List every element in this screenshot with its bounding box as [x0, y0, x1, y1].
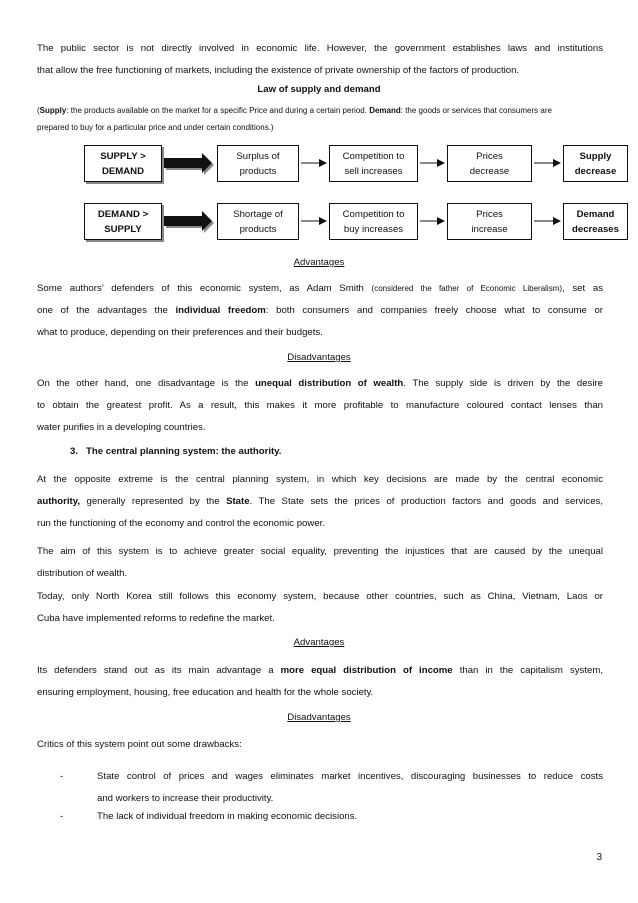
intro-line: The public sector is not directly involved in economic life. However, the government establishes laws and institutions — [37, 43, 603, 54]
paragraph-line: one of the advantages the individual freedom: both consumers and companies freely choose what to consume or — [37, 305, 604, 316]
intro-line: that allow the free functioning of markets, including the existence of private ownership of the factors of production. — [37, 65, 520, 76]
paragraph-line: distribution of wealth. — [37, 568, 128, 579]
paragraph-line: what to produce, depending on their preferences and their budgets. — [37, 327, 323, 338]
definition-line: prepared to buy for a particular price and under certain conditions.) — [37, 123, 274, 132]
definition-line: (Supply: the products available on the market for a specific Price and during a certain period. Demand: the goods or services that consumers are — [37, 106, 552, 115]
paragraph-line: to obtain the greatest profit. As a result, this makes it more profitable to manufacture coloured contact lenses than — [37, 400, 603, 411]
paragraph-line: water purifies in a developing countries. — [37, 422, 206, 433]
section-heading — [70, 446, 281, 457]
prices-decrease-box: Prices decrease — [447, 145, 532, 182]
central-disadvantages-heading: Disadvantages — [287, 712, 351, 723]
paragraph-line: Cuba have implemented reforms to redefine the market. — [37, 613, 275, 624]
paragraph-line: authority, generally represented by the State. The State sets the prices of production factors and goods and services, — [37, 496, 604, 507]
paragraph-line: At the opposite extreme is the central planning system, in which key decisions are made by the central economic — [37, 474, 603, 485]
paragraph-line: ensuring employment, housing, free education and health for the whole society. — [37, 687, 374, 698]
central-advantages-heading: Advantages — [293, 637, 345, 648]
paragraph-line: Today, only North Korea still follows this economy system, because other countries, such as China, Vietnam, Laos or — [37, 591, 603, 602]
demand-gt-supply-box: DEMAND > SUPPLY — [84, 203, 162, 240]
demand-decreases-box: Demand decreases — [563, 203, 628, 240]
thick-arrow-icon — [164, 153, 214, 175]
section-number: 3. — [70, 446, 79, 457]
drawbacks-intro: Critics of this system point out some drawbacks: — [37, 739, 242, 750]
supply-gt-demand-box: SUPPLY > DEMAND — [84, 145, 162, 182]
market-advantages-heading: Advantages — [293, 257, 345, 268]
surplus-box: Surplus of products — [217, 145, 299, 182]
today-paragraph — [37, 586, 603, 630]
aim-paragraph — [37, 541, 603, 585]
paragraph-line: On the other hand, one disadvantage is the unequal distribution of wealth. The supply side is driven by the desire — [37, 378, 603, 389]
market-disadvantages-heading: Disadvantages — [287, 352, 351, 363]
page-number: 3 — [596, 852, 602, 863]
competition-sell-box: Competition to sell increases — [329, 145, 418, 182]
bullet-dash: - — [60, 811, 64, 822]
central-advantages-paragraph — [37, 660, 603, 704]
competition-buy-box: Competition to buy increases — [329, 203, 418, 240]
prices-increase-box: Prices increase — [447, 203, 532, 240]
central-planning-paragraph — [37, 469, 603, 535]
bullet-dash: - — [60, 771, 64, 782]
supply-decrease-box: Supply decrease — [563, 145, 628, 182]
market-advantages-paragraph — [37, 278, 603, 344]
law-title: Law of supply and demand — [257, 84, 381, 95]
market-disadvantages-paragraph — [37, 373, 603, 439]
shortage-box: Shortage of products — [217, 203, 299, 240]
paragraph-line: run the functioning of the economy and control the economic power. — [37, 518, 325, 529]
paragraph-line: Its defenders stand out as its main advantage a more equal distribution of income than in the capitalism system, — [37, 665, 604, 676]
supply-term: Supply — [39, 106, 67, 115]
list-item-text: State control of prices and wages eliminates market incentives, discouraging businesses to reduce costs and workers to increase their productivity. — [97, 771, 603, 804]
paragraph-line: The aim of this system is to achieve greater social equality, preventing the injustices that are caused by the unequal — [37, 546, 603, 557]
thick-arrow-icon — [164, 211, 214, 233]
demand-term: Demand — [369, 106, 401, 115]
list-item-text: The lack of individual freedom in making economic decisions. — [97, 811, 358, 822]
paragraph-line: Some authors’ defenders of this economic system, as Adam Smith (considered the father of Economic Liberalism), set as — [37, 283, 603, 294]
section-title: The central planning system: the authority. — [86, 446, 282, 457]
